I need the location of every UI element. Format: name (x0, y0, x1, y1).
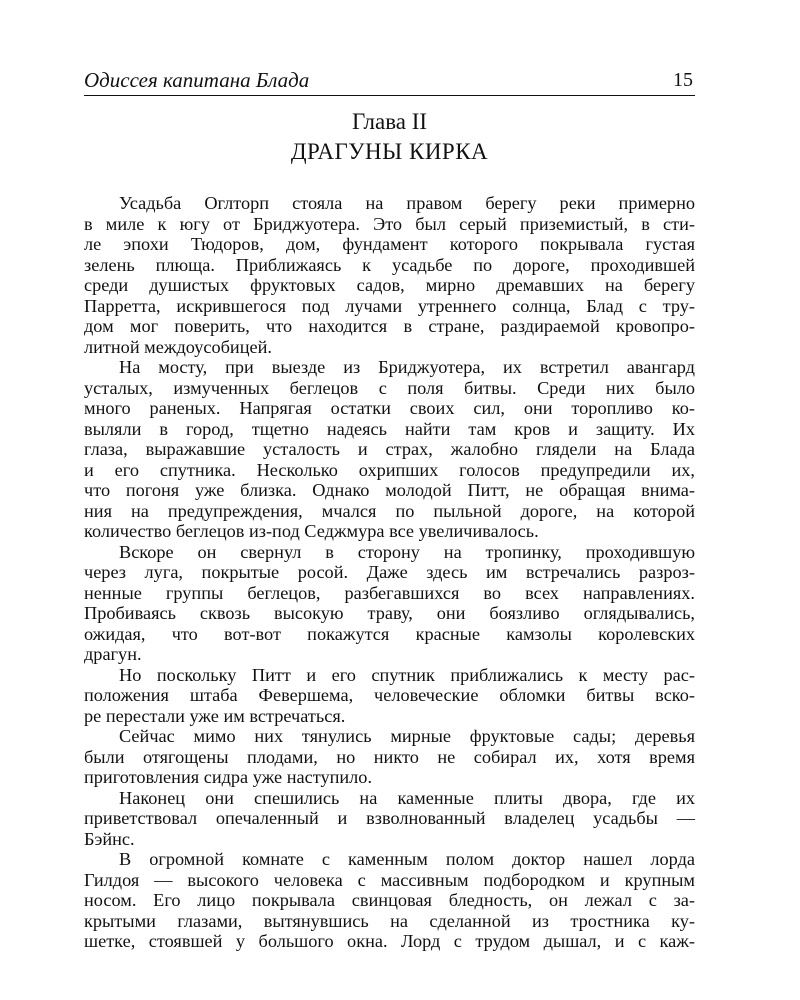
text-line: положения штаба Февершема, человеческие обломки битвы вско- (84, 685, 695, 705)
header-rule (84, 95, 695, 96)
chapter-number: Глава II (351, 109, 428, 134)
text-line: приготовления сидра уже наступило. (84, 767, 373, 787)
page-number: 15 (673, 69, 693, 91)
paragraph (84, 788, 695, 850)
text-line: Пробиваясь сквозь высокую траву, они боязливо оглядывались, (84, 603, 695, 623)
running-title: Одиссея капитана Блада (84, 68, 310, 92)
text-line: через луга, покрытые росой. Даже здесь им встречались разроз- (84, 562, 695, 582)
paragraph (84, 849, 695, 952)
running-header (84, 64, 695, 98)
text-line: ния на предупреждения, мчался по пыльной дороге, на которой (84, 500, 695, 521)
text-line: дом мог поверить, что находится в стране, раздираемой кровопро- (84, 316, 695, 336)
chapter-title: ДРАГУНЫ КИРКА (290, 139, 489, 164)
text-line: ненные группы беглецов, разбегавшихся во всех направлениях. (84, 582, 695, 603)
text-line: и его спутника. Несколько охрипших голосов предупредили их, (84, 459, 695, 480)
text-line: Но поскольку Питт и его спутник приближались к месту рас- (119, 664, 695, 685)
text-line: Наконец они спешились на каменные плиты двора, где их (119, 787, 695, 808)
text-line: ожидая, что вот-вот покажутся красные камзолы королевских (84, 623, 695, 644)
paragraph (84, 542, 695, 665)
text-line: На мосту, при выезде из Бриджуотера, их встретил авангард (119, 357, 695, 377)
paragraph (84, 665, 695, 727)
text-line: количество беглецов из-под Седжмура все увеличивалось. (84, 521, 539, 541)
body-text (84, 193, 695, 952)
text-line: ре перестали уже им встречаться. (84, 705, 346, 726)
text-line: Парретта, искрившегося под лучами утреннего солнца, Блад с тру- (84, 295, 695, 316)
paragraph (84, 357, 695, 542)
text-line: были отягощены плодами, но никто не собирал их, хотя время (84, 746, 695, 767)
text-line: приветствовал опечаленный и взволнованный владелец усадьбы — (84, 808, 695, 828)
paragraph (84, 726, 695, 788)
text-line: литной междоусобицей. (84, 336, 272, 357)
text-line: Гилдоя — высокого человека с массивным подбородком и крупным (84, 869, 695, 890)
text-line: Вскоре он свернул в сторону на тропинку, проходившую (119, 541, 695, 562)
text-line: Усадьба Оглторп стояла на правом берегу реки примерно (119, 193, 695, 213)
text-line: носом. Его лицо покрывала свинцовая бледность, он лежал с за- (84, 890, 695, 910)
text-line: ле эпохи Тюдоров, дом, фундамент которого покрывала густая (84, 234, 695, 254)
text-line: драгун. (84, 644, 142, 664)
text-line: Бэйнс. (84, 828, 135, 849)
text-line: много раненых. Напрягая остатки своих сил, они торопливо ко- (84, 398, 695, 418)
text-line: выляли в город, тщетно надеясь найти там кров и защиту. Их (84, 418, 695, 439)
text-line: среди душистых фруктовых садов, мирно дремавших на берегу (84, 275, 695, 295)
text-line: шетке, стоявшей у большого окна. Лорд с трудом дышал, и с каж- (84, 931, 695, 951)
paragraph (84, 193, 695, 357)
text-line: Сейчас мимо них тянулись мирные фруктовые сады; деревья (119, 726, 695, 746)
text-line: в миле к югу от Бриджуотера. Это был серый приземистый, в сти- (84, 213, 695, 234)
text-line: усталых, измученных беглецов с поля битвы. Среди них было (84, 377, 695, 398)
text-line: глаза, выражавшие усталость и страх, жалобно глядели на Блада (84, 439, 695, 459)
book-page (84, 64, 695, 952)
text-line: зелень плюща. Приближаясь к усадьбе по дороге, проходившей (84, 254, 695, 275)
text-line: крытыми глазами, вытянувшись на сделанной из тростника ку- (84, 910, 695, 931)
text-line: В огромной комнате с каменным полом доктор нашел лорда (119, 849, 695, 869)
text-line: что погоня уже близка. Однако молодой Питт, не обращая внима- (84, 480, 695, 500)
